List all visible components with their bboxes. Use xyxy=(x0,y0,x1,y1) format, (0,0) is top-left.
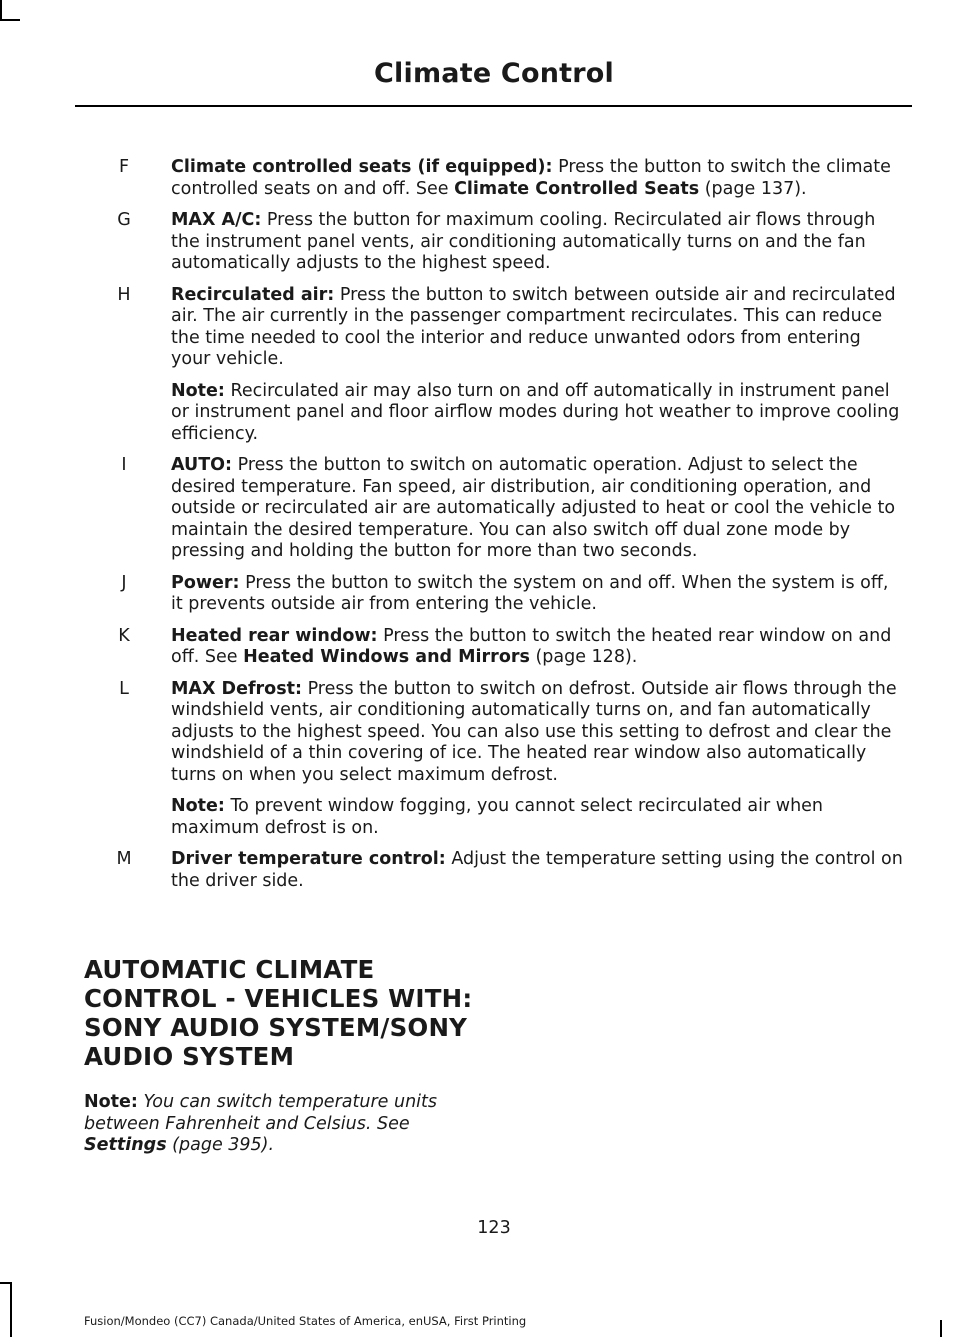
entry-key: J xyxy=(121,572,127,593)
entry-description xyxy=(171,157,903,200)
entry-description xyxy=(171,210,903,275)
section-heading-line: AUDIO SYSTEM xyxy=(84,1042,295,1071)
entry-key: I xyxy=(121,455,127,475)
entry-key: F xyxy=(118,157,130,177)
note-page-ref: (page 395). xyxy=(166,1135,275,1155)
page-reference: (page 137). xyxy=(699,178,807,199)
crop-mark-bottom-left-h xyxy=(0,1282,12,1284)
section-heading-line: AUTOMATIC CLIMATE xyxy=(84,955,375,984)
settings-link[interactable]: Settings xyxy=(84,1135,167,1155)
entry-key: L xyxy=(119,678,129,699)
entry-l xyxy=(0,679,960,840)
entry-text: Press the button for maximum cooling. Recirculated air flows through the instrument panel vents, air conditioning automatically turns on and the fan automatically adjusts to the highest speed. xyxy=(171,210,876,273)
entry-lead: Climate controlled seats (if equipped): xyxy=(171,157,553,177)
entry-j xyxy=(0,573,960,616)
entry-lead: Heated rear window: xyxy=(171,625,378,646)
entry-body xyxy=(171,626,903,669)
entry-text: Adjust the temperature setting using the control on the driver side. xyxy=(171,849,903,891)
entry-i xyxy=(0,455,960,563)
entry-note xyxy=(171,381,903,446)
cross-reference-link[interactable]: Heated Windows and Mirrors xyxy=(243,647,530,667)
entry-f xyxy=(0,157,960,200)
entry-key: M xyxy=(116,849,132,869)
section-heading-line: SONY AUDIO SYSTEM/SONY xyxy=(84,1013,468,1042)
entry-text: Press the button to switch the climate controlled seats on and off. See xyxy=(171,157,891,199)
page-title: Climate Control xyxy=(374,58,614,89)
entry-body xyxy=(171,455,903,563)
entry-h xyxy=(0,285,960,446)
entry-key: G xyxy=(117,210,131,230)
entry-note xyxy=(171,796,903,839)
entry-lead: Driver temperature control: xyxy=(171,849,446,869)
entry-body xyxy=(171,210,903,275)
crop-mark-bottom-right xyxy=(940,1320,942,1337)
cross-reference-link[interactable]: Climate Controlled Seats xyxy=(454,178,700,199)
page-reference: (page 128). xyxy=(529,647,638,667)
entry-body xyxy=(171,573,903,616)
section-heading xyxy=(84,955,484,1071)
section-note xyxy=(84,1092,464,1157)
crop-mark-bottom-left xyxy=(10,1282,12,1337)
note-text: You can switch temperature units between Fahrenheit and Celsius. See xyxy=(84,1092,437,1134)
entry-k xyxy=(0,626,960,669)
entry-g xyxy=(0,210,960,275)
entry-lead: MAX Defrost: xyxy=(171,678,302,699)
crop-mark-top-left-h xyxy=(0,19,20,21)
crop-mark-top-left xyxy=(0,0,2,20)
title-rule xyxy=(75,105,912,107)
entry-body xyxy=(171,849,903,892)
entry-text: To prevent window fogging, you cannot select recirculated air when maximum defrost is on. xyxy=(171,796,824,838)
entry-lead: Recirculated air: xyxy=(171,284,335,305)
note-label: Note: xyxy=(84,1092,138,1112)
entry-body xyxy=(171,157,903,200)
entry-description xyxy=(171,626,903,669)
entry-body xyxy=(171,285,903,446)
entry-lead: Note: xyxy=(171,380,225,401)
page-number: 123 xyxy=(477,1218,511,1238)
entry-description xyxy=(171,285,903,371)
entry-lead: MAX A/C: xyxy=(171,210,262,230)
entry-text: Press the button to switch on defrost. Outside air flows through the windshield vents, air conditioning automatically turns on, and fan automatically adjusts to the highest speed. You can also use this setting to defrost and clear the windshield of a thin covering of ice. The heated rear window also automatically turns on when you select maximum defrost. xyxy=(171,678,897,785)
entry-lead: Note: xyxy=(171,796,225,816)
footer-text: Fusion/Mondeo (CC7) Canada/United States of America, enUSA, First Printing xyxy=(84,1314,527,1328)
entry-text: Press the button to switch on automatic operation. Adjust to select the desired temperature. Fan speed, air distribution, air conditioning operation, and outside or recirculated air are automatically adjusted to heat or cool the vehicle to maintain the desired temperature. You can also switch off dual zone mode by pressing and holding the button for more than two seconds. xyxy=(171,455,896,561)
entry-description xyxy=(171,455,903,563)
entry-key: K xyxy=(118,625,130,646)
entry-text: Press the button to switch the heated rear window on and off. See xyxy=(171,625,892,667)
entry-body xyxy=(171,679,903,840)
entry-text: Recirculated air may also turn on and off automatically in instrument panel or instrument panel and floor airflow modes during hot weather to improve cooling efficiency. xyxy=(171,380,900,444)
entry-text: Press the button to switch between outside air and recirculated air. The air currently in the passenger compartment recirculates. This can reduce the time needed to cool the interior and reduce unwanted odors from entering your vehicle. xyxy=(171,284,896,369)
entry-m xyxy=(0,849,960,892)
entry-list xyxy=(0,157,960,902)
section-heading-line: CONTROL - VEHICLES WITH: xyxy=(84,984,473,1013)
entry-description xyxy=(171,573,903,616)
entry-lead: AUTO: xyxy=(171,455,233,475)
entry-lead: Power: xyxy=(171,572,240,593)
entry-description xyxy=(171,679,903,787)
entry-description xyxy=(171,849,903,892)
entry-text: Press the button to switch the system on and off. When the system is off, it prevents outside air from entering the vehicle. xyxy=(171,572,889,614)
entry-key: H xyxy=(117,284,131,305)
